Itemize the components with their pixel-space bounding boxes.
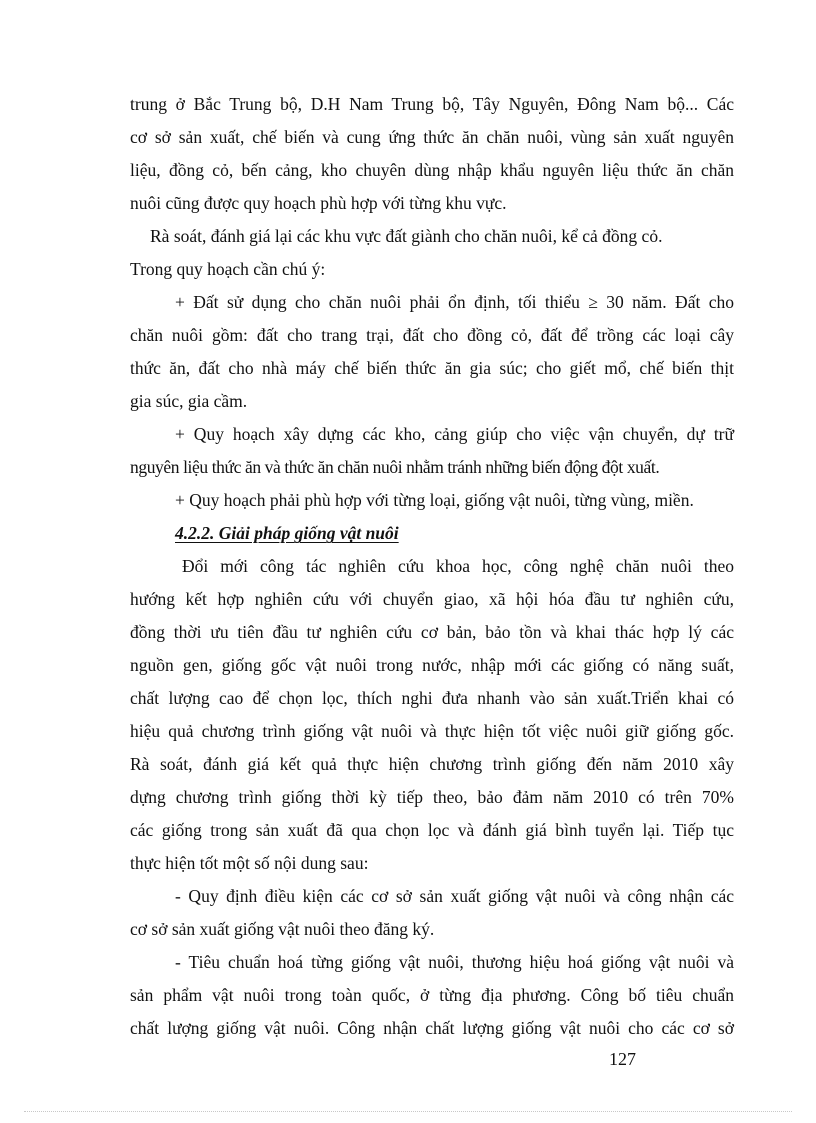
page-number: 127 (609, 1049, 636, 1069)
text-line: - Tiêu chuẩn hoá từng giống vật nuôi, thương hiệu hoá giống vật nuôi và (175, 952, 734, 972)
text-line: - Quy định điều kiện các cơ sở sản xuất giống vật nuôi và công nhận các (175, 886, 734, 906)
text-line: chăn nuôi gồm: đất cho trang trại, đất cho đồng cỏ, đất để trồng các loại cây (130, 325, 734, 345)
text-line: dựng chương trình giống thời kỳ tiếp theo, bảo đảm năm 2010 có trên 70% (130, 787, 734, 807)
text-line: các giống trong sản xuất đã qua chọn lọc và đánh giá bình tuyển lại. Tiếp tục (130, 820, 734, 840)
text-line: hướng kết hợp nghiên cứu với chuyển giao, xã hội hóa đầu tư nghiên cứu, (130, 589, 734, 609)
text-line: chất lượng cao để chọn lọc, thích nghi đưa nhanh vào sản xuất.Triển khai có (130, 688, 734, 708)
text-line: + Quy hoạch phải phù hợp với từng loại, giống vật nuôi, từng vùng, miền. (175, 490, 694, 510)
text-line: cơ sở sản xuất, chế biến và cung ứng thức ăn chăn nuôi, vùng sản xuất nguyên (130, 127, 734, 147)
text-line: nguồn gen, giống gốc vật nuôi trong nước, nhập mới các giống có năng suất, (130, 655, 734, 675)
text-line: nguyên liệu thức ăn và thức ăn chăn nuôi nhằm tránh những biến động đột xuất. (130, 457, 660, 477)
text-line: chất lượng giống vật nuôi. Công nhận chất lượng giống vật nuôi cho các cơ sở (130, 1018, 734, 1038)
text-line: + Quy hoạch xây dựng các kho, cảng giúp cho việc vận chuyển, dự trữ (175, 424, 734, 444)
text-line: sản phẩm vật nuôi trong toàn quốc, ở từng địa phương. Công bố tiêu chuẩn (130, 985, 734, 1005)
text-line: nuôi cũng được quy hoạch phù hợp với từng khu vực. (130, 193, 507, 213)
text-line: + Đất sử dụng cho chăn nuôi phải ổn định, tối thiểu ≥ 30 năm. Đất cho (175, 292, 734, 312)
text-line: gia súc, gia cầm. (130, 391, 248, 411)
text-line: Đổi mới công tác nghiên cứu khoa học, công nghệ chăn nuôi theo (182, 556, 734, 576)
text-line: cơ sở sản xuất giống vật nuôi theo đăng ký. (130, 919, 435, 939)
text-line: hiệu quả chương trình giống vật nuôi và thực hiện tốt việc nuôi giữ giống gốc. (130, 721, 734, 741)
page-bottom-border (24, 1111, 792, 1112)
text-line: Rà soát, đánh giá lại các khu vực đất giành cho chăn nuôi, kể cả đồng cỏ. (150, 226, 663, 246)
text-line: đồng thời ưu tiên đầu tư nghiên cứu cơ bản, bảo tồn và khai thác hợp lý các (130, 622, 734, 642)
text-line: Rà soát, đánh giá kết quả thực hiện chương trình giống đến năm 2010 xây (130, 754, 734, 774)
text-line: liệu, đồng cỏ, bến cảng, kho chuyên dùng nhập khẩu nguyên liệu thức ăn chăn (130, 160, 734, 180)
section-heading: 4.2.2. Giải pháp giống vật nuôi (175, 523, 399, 543)
text-line: Trong quy hoạch cần chú ý: (130, 259, 326, 279)
text-line: thức ăn, đất cho nhà máy chế biến thức ăn gia súc; cho giết mổ, chế biến thịt (130, 358, 734, 378)
text-line: thực hiện tốt một số nội dung sau: (130, 853, 369, 873)
text-line: trung ở Bắc Trung bộ, D.H Nam Trung bộ, Tây Nguyên, Đông Nam bộ... Các (130, 94, 734, 114)
